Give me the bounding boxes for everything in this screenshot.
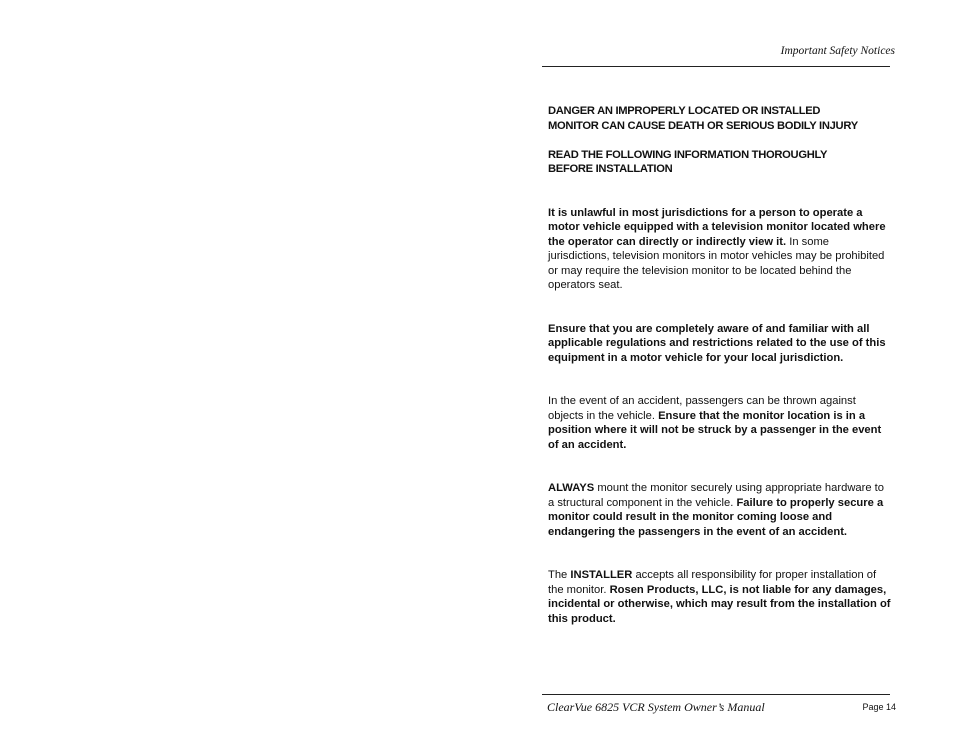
installer-text: accepts all responsibility for proper installation of the monitor. (548, 569, 877, 596)
installer-prefix: The (548, 569, 571, 581)
read-line-2: BEFORE INSTALLATION (548, 163, 673, 175)
page-number: Page 14 (862, 702, 896, 712)
installer-keyword: INSTALLER (570, 569, 633, 581)
unlawful-notice (548, 206, 893, 293)
header-rule (542, 66, 890, 67)
unlawful-bold: It is unlawful in most jurisdictions for a person to operate a motor vehicle equipped with a television monitor located where the operator can directly or indirectly view it. (548, 206, 886, 248)
footer-rule (542, 694, 890, 695)
danger-line-1: DANGER AN IMPROPERLY LOCATED OR INSTALLED (548, 105, 821, 117)
read-heading (548, 148, 893, 177)
read-line-1: READ THE FOLLOWING INFORMATION THOROUGHLY (548, 148, 828, 161)
accident-bold: Ensure that the monitor location is in a position where it will not be struck by a passenger in the event of an accident. (548, 409, 882, 451)
regulations-notice (548, 322, 893, 366)
manual-title: ClearVue 6825 VCR System Owner’s Manual (547, 700, 765, 714)
accident-text: In the event of an accident, passengers can be thrown against objects in the vehicle. (548, 395, 856, 422)
mounting-notice (548, 481, 893, 539)
always-keyword: ALWAYS (548, 482, 595, 494)
danger-heading (548, 104, 893, 133)
running-header: Important Safety Notices (780, 45, 895, 57)
mounting-text: mount the monitor securely using appropriate hardware to a structural component in the vehicle. (548, 482, 885, 509)
page-content (548, 104, 893, 626)
liability-notice (548, 568, 893, 626)
mounting-bold: Failure to properly secure a monitor could result in the monitor coming loose and endangering the passengers in the event of an accident. (548, 496, 884, 538)
accident-notice (548, 394, 893, 452)
regulations-bold: Ensure that you are completely aware of and familiar with all applicable regulations and restrictions related to the use of this equipment in a motor vehicle for your local jurisdiction. (548, 322, 886, 364)
liability-bold: Rosen Products, LLC, is not liable for any damages, incidental or otherwise, which may result from the installation of this product. (548, 583, 891, 625)
unlawful-text: In some jurisdictions, television monitors in motor vehicles may be prohibited or may require the television monitor to be located behind the operators seat. (548, 235, 885, 291)
danger-line-2: MONITOR CAN CAUSE DEATH OR SERIOUS BODILY INJURY (548, 119, 858, 132)
